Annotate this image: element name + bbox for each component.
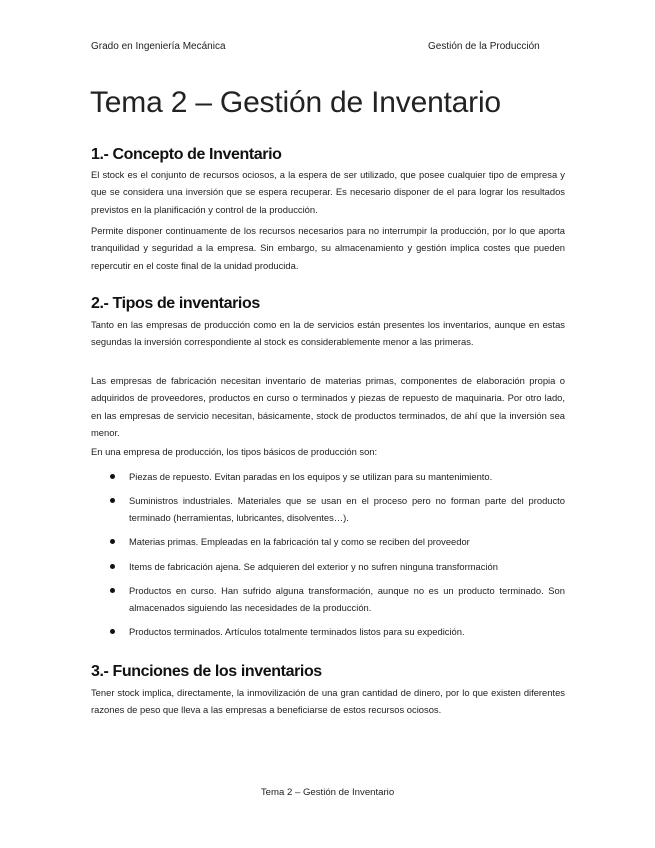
section-concepto (91, 146, 565, 164)
list-item-text: Productos en curso. Han sufrido alguna transformación, aunque no es un producto terminado. Son almacenados siguiendo las necesidades de la producción. (129, 585, 565, 614)
list-item (91, 492, 565, 527)
list-item-text: Items de fabricación ajena. Se adquieren del exterior y no sufren ninguna transformación (129, 561, 498, 572)
section-heading: 2.- Tipos de inventarios (91, 295, 260, 312)
document-title: Tema 2 – Gestión de Inventario (90, 86, 501, 119)
section-1-body (91, 166, 565, 218)
bullet-3-wrap (91, 533, 565, 550)
section-tipos (91, 295, 565, 313)
paragraph: En una empresa de producción, los tipos básicos de producción son: (91, 446, 378, 457)
list-item (91, 468, 565, 485)
running-header-left: Grado en Ingeniería Mecánica (91, 41, 226, 52)
section-2-body-3 (91, 443, 565, 460)
list-item-text: Piezas de repuesto. Evitan paradas en los equipos y se utilizan para su mantenimiento. (129, 471, 493, 482)
list-item (91, 623, 565, 640)
bullet-5-wrap (91, 582, 565, 617)
bullet-6-wrap (91, 623, 565, 640)
section-2-body-1 (91, 316, 565, 351)
list-item-text: Productos terminados. Artículos totalmente terminados listos para su expedición. (129, 626, 465, 637)
running-header-right: Gestión de la Producción (428, 41, 540, 52)
section-funciones (91, 663, 565, 681)
running-footer: Tema 2 – Gestión de Inventario (260, 787, 395, 798)
list-item-text: Suministros industriales. Materiales que se usan en el proceso pero no forman parte del producto terminado (herramientas, lubricantes, disolventes…). (129, 495, 565, 524)
list-item (91, 582, 565, 617)
section-heading: 1.- Concepto de Inventario (91, 146, 282, 163)
paragraph: Permite disponer continuamente de los recursos necesarios para no interrumpir la producción, por lo que aporta tranquilidad y seguridad a la empresa. Sin embargo, su almacenamiento y gestión implica costes que pueden repercutir en el coste final de la unidad producida. (91, 225, 565, 271)
bullet-1-wrap (91, 468, 565, 485)
bullet-list (91, 558, 565, 575)
paragraph: El stock es el conjunto de recursos ociosos, a la espera de ser utilizado, que posee cualquier tipo de empresa y que se considera una inversión que se espera recuperar. Es necesario disponer de el para lograr los resultados previstos en la planificación y control de la producción. (91, 169, 565, 215)
paragraph: Tener stock implica, directamente, la inmovilización de una gran cantidad de dinero, por lo que existen diferentes razones de peso que lleva a las empresas a beneficiarse de estos recursos ociosos. (91, 687, 565, 716)
bullet-list (91, 623, 565, 640)
bullet-icon (110, 564, 115, 569)
bullet-4-wrap (91, 558, 565, 575)
list-item (91, 533, 565, 550)
list-item (91, 558, 565, 575)
paragraph: Tanto en las empresas de producción como en la de servicios están presentes los inventarios, aunque en estas segundas la inversión correspondiente al stock es considerablemente menor a las primeras. (91, 319, 565, 348)
section-1-body-2 (91, 222, 565, 274)
section-3-body (91, 684, 565, 719)
section-2-body-2 (91, 372, 565, 442)
bullet-icon (110, 629, 115, 634)
bullet-list (91, 492, 565, 527)
bullet-list (91, 582, 565, 617)
bullet-list (91, 533, 565, 550)
list-item-text: Materias primas. Empleadas en la fabricación tal y como se reciben del proveedor (129, 536, 470, 547)
section-heading: 3.- Funciones de los inventarios (91, 663, 322, 680)
bullet-icon (110, 588, 115, 593)
bullet-list (91, 468, 565, 485)
paragraph: Las empresas de fabricación necesitan inventario de materias primas, componentes de elaboración propia o adquiridos de proveedores, productos en curso o terminados y piezas de repuesto de maquinaria. Por otro lado, en las empresas de servicio necesitan, básicamente, stock de productos terminados, de ahí que la inversión sea menor. (91, 375, 565, 439)
bullet-icon (110, 539, 115, 544)
bullet-icon (110, 498, 115, 503)
bullet-icon (110, 474, 115, 479)
bullet-2-wrap (91, 492, 565, 527)
